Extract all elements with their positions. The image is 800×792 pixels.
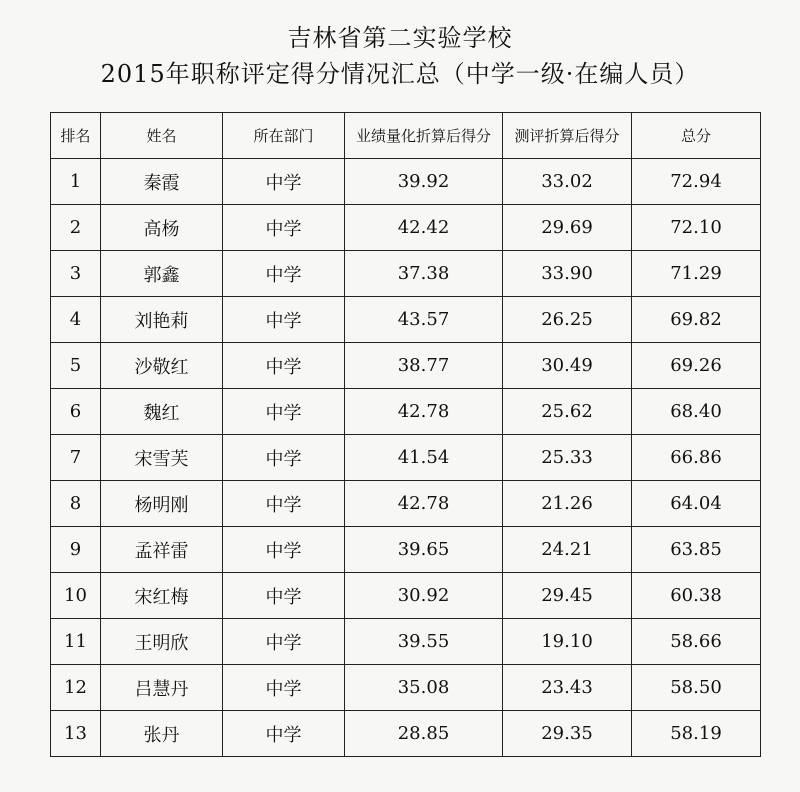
name-cell: 孟祥雷 bbox=[101, 527, 223, 573]
performance-score-cell: 28.85 bbox=[345, 711, 503, 757]
document-title: 吉林省第二实验学校 bbox=[287, 24, 513, 52]
evaluation-score-cell: 25.33 bbox=[503, 435, 632, 481]
total-score-cell: 69.82 bbox=[632, 297, 761, 343]
total-score-cell: 71.29 bbox=[632, 251, 761, 297]
name-cell: 魏红 bbox=[101, 389, 223, 435]
rank-cell: 2 bbox=[51, 205, 101, 251]
document-subtitle: 2015年职称评定得分情况汇总（中学一级·在编人员） bbox=[100, 60, 700, 88]
table-row bbox=[51, 343, 761, 389]
performance-score-cell: 43.57 bbox=[345, 297, 503, 343]
evaluation-score-cell: 33.02 bbox=[503, 159, 632, 205]
department-cell: 中学 bbox=[223, 481, 345, 527]
table-row bbox=[51, 527, 761, 573]
table-row bbox=[51, 159, 761, 205]
performance-score-cell: 42.42 bbox=[345, 205, 503, 251]
total-score-cell: 58.50 bbox=[632, 665, 761, 711]
total-score-cell: 69.26 bbox=[632, 343, 761, 389]
name-cell: 吕慧丹 bbox=[101, 665, 223, 711]
name-cell: 杨明刚 bbox=[101, 481, 223, 527]
rank-cell: 13 bbox=[51, 711, 101, 757]
performance-score-cell: 42.78 bbox=[345, 481, 503, 527]
name-cell: 秦霞 bbox=[101, 159, 223, 205]
total-score-cell: 68.40 bbox=[632, 389, 761, 435]
rank-cell: 4 bbox=[51, 297, 101, 343]
total-score-cell: 58.66 bbox=[632, 619, 761, 665]
department-cell: 中学 bbox=[223, 711, 345, 757]
name-cell: 高杨 bbox=[101, 205, 223, 251]
evaluation-score-cell: 26.25 bbox=[503, 297, 632, 343]
evaluation-score-cell: 29.35 bbox=[503, 711, 632, 757]
evaluation-score-cell: 33.90 bbox=[503, 251, 632, 297]
performance-score-cell: 35.08 bbox=[345, 665, 503, 711]
department-cell: 中学 bbox=[223, 389, 345, 435]
total-score-cell: 66.86 bbox=[632, 435, 761, 481]
evaluation-score-cell: 24.21 bbox=[503, 527, 632, 573]
table-row bbox=[51, 297, 761, 343]
table-row bbox=[51, 665, 761, 711]
table-row bbox=[51, 251, 761, 297]
total-score-cell: 64.04 bbox=[632, 481, 761, 527]
total-score-header: 总分 bbox=[632, 113, 761, 159]
name-cell: 郭鑫 bbox=[101, 251, 223, 297]
department-cell: 中学 bbox=[223, 343, 345, 389]
rank-cell: 11 bbox=[51, 619, 101, 665]
rank-cell: 12 bbox=[51, 665, 101, 711]
performance-score-cell: 41.54 bbox=[345, 435, 503, 481]
evaluation-score-cell: 29.45 bbox=[503, 573, 632, 619]
performance-score-cell: 30.92 bbox=[345, 573, 503, 619]
table-header bbox=[51, 113, 761, 159]
table-row bbox=[51, 481, 761, 527]
department-cell: 中学 bbox=[223, 159, 345, 205]
evaluation-score-cell: 19.10 bbox=[503, 619, 632, 665]
rank-cell: 6 bbox=[51, 389, 101, 435]
performance-score-header: 业绩量化折算后得分 bbox=[345, 113, 503, 159]
department-header: 所在部门 bbox=[223, 113, 345, 159]
performance-score-cell: 38.77 bbox=[345, 343, 503, 389]
rank-cell: 10 bbox=[51, 573, 101, 619]
evaluation-score-cell: 29.69 bbox=[503, 205, 632, 251]
table-row bbox=[51, 711, 761, 757]
evaluation-score-cell: 21.26 bbox=[503, 481, 632, 527]
total-score-cell: 60.38 bbox=[632, 573, 761, 619]
department-cell: 中学 bbox=[223, 251, 345, 297]
evaluation-score-cell: 25.62 bbox=[503, 389, 632, 435]
total-score-cell: 72.10 bbox=[632, 205, 761, 251]
name-cell: 王明欣 bbox=[101, 619, 223, 665]
name-header: 姓名 bbox=[101, 113, 223, 159]
evaluation-score-header: 测评折算后得分 bbox=[503, 113, 632, 159]
rank-cell: 7 bbox=[51, 435, 101, 481]
rank-cell: 3 bbox=[51, 251, 101, 297]
department-cell: 中学 bbox=[223, 665, 345, 711]
department-cell: 中学 bbox=[223, 573, 345, 619]
rank-header: 排名 bbox=[51, 113, 101, 159]
name-cell: 张丹 bbox=[101, 711, 223, 757]
rank-cell: 8 bbox=[51, 481, 101, 527]
table-row bbox=[51, 619, 761, 665]
department-cell: 中学 bbox=[223, 527, 345, 573]
performance-score-cell: 39.92 bbox=[345, 159, 503, 205]
performance-score-cell: 39.65 bbox=[345, 527, 503, 573]
rank-cell: 9 bbox=[51, 527, 101, 573]
header-row bbox=[51, 113, 761, 159]
evaluation-score-cell: 23.43 bbox=[503, 665, 632, 711]
total-score-cell: 72.94 bbox=[632, 159, 761, 205]
table-row bbox=[51, 573, 761, 619]
department-cell: 中学 bbox=[223, 619, 345, 665]
table-body bbox=[51, 159, 761, 757]
name-cell: 宋雪芙 bbox=[101, 435, 223, 481]
performance-score-cell: 42.78 bbox=[345, 389, 503, 435]
table-row bbox=[51, 389, 761, 435]
department-cell: 中学 bbox=[223, 297, 345, 343]
performance-score-cell: 39.55 bbox=[345, 619, 503, 665]
name-cell: 沙敬红 bbox=[101, 343, 223, 389]
total-score-cell: 63.85 bbox=[632, 527, 761, 573]
table-row bbox=[51, 435, 761, 481]
name-cell: 刘艳莉 bbox=[101, 297, 223, 343]
department-cell: 中学 bbox=[223, 205, 345, 251]
results-table bbox=[50, 112, 761, 757]
rank-cell: 5 bbox=[51, 343, 101, 389]
performance-score-cell: 37.38 bbox=[345, 251, 503, 297]
table-row bbox=[51, 205, 761, 251]
evaluation-score-cell: 30.49 bbox=[503, 343, 632, 389]
name-cell: 宋红梅 bbox=[101, 573, 223, 619]
total-score-cell: 58.19 bbox=[632, 711, 761, 757]
department-cell: 中学 bbox=[223, 435, 345, 481]
rank-cell: 1 bbox=[51, 159, 101, 205]
